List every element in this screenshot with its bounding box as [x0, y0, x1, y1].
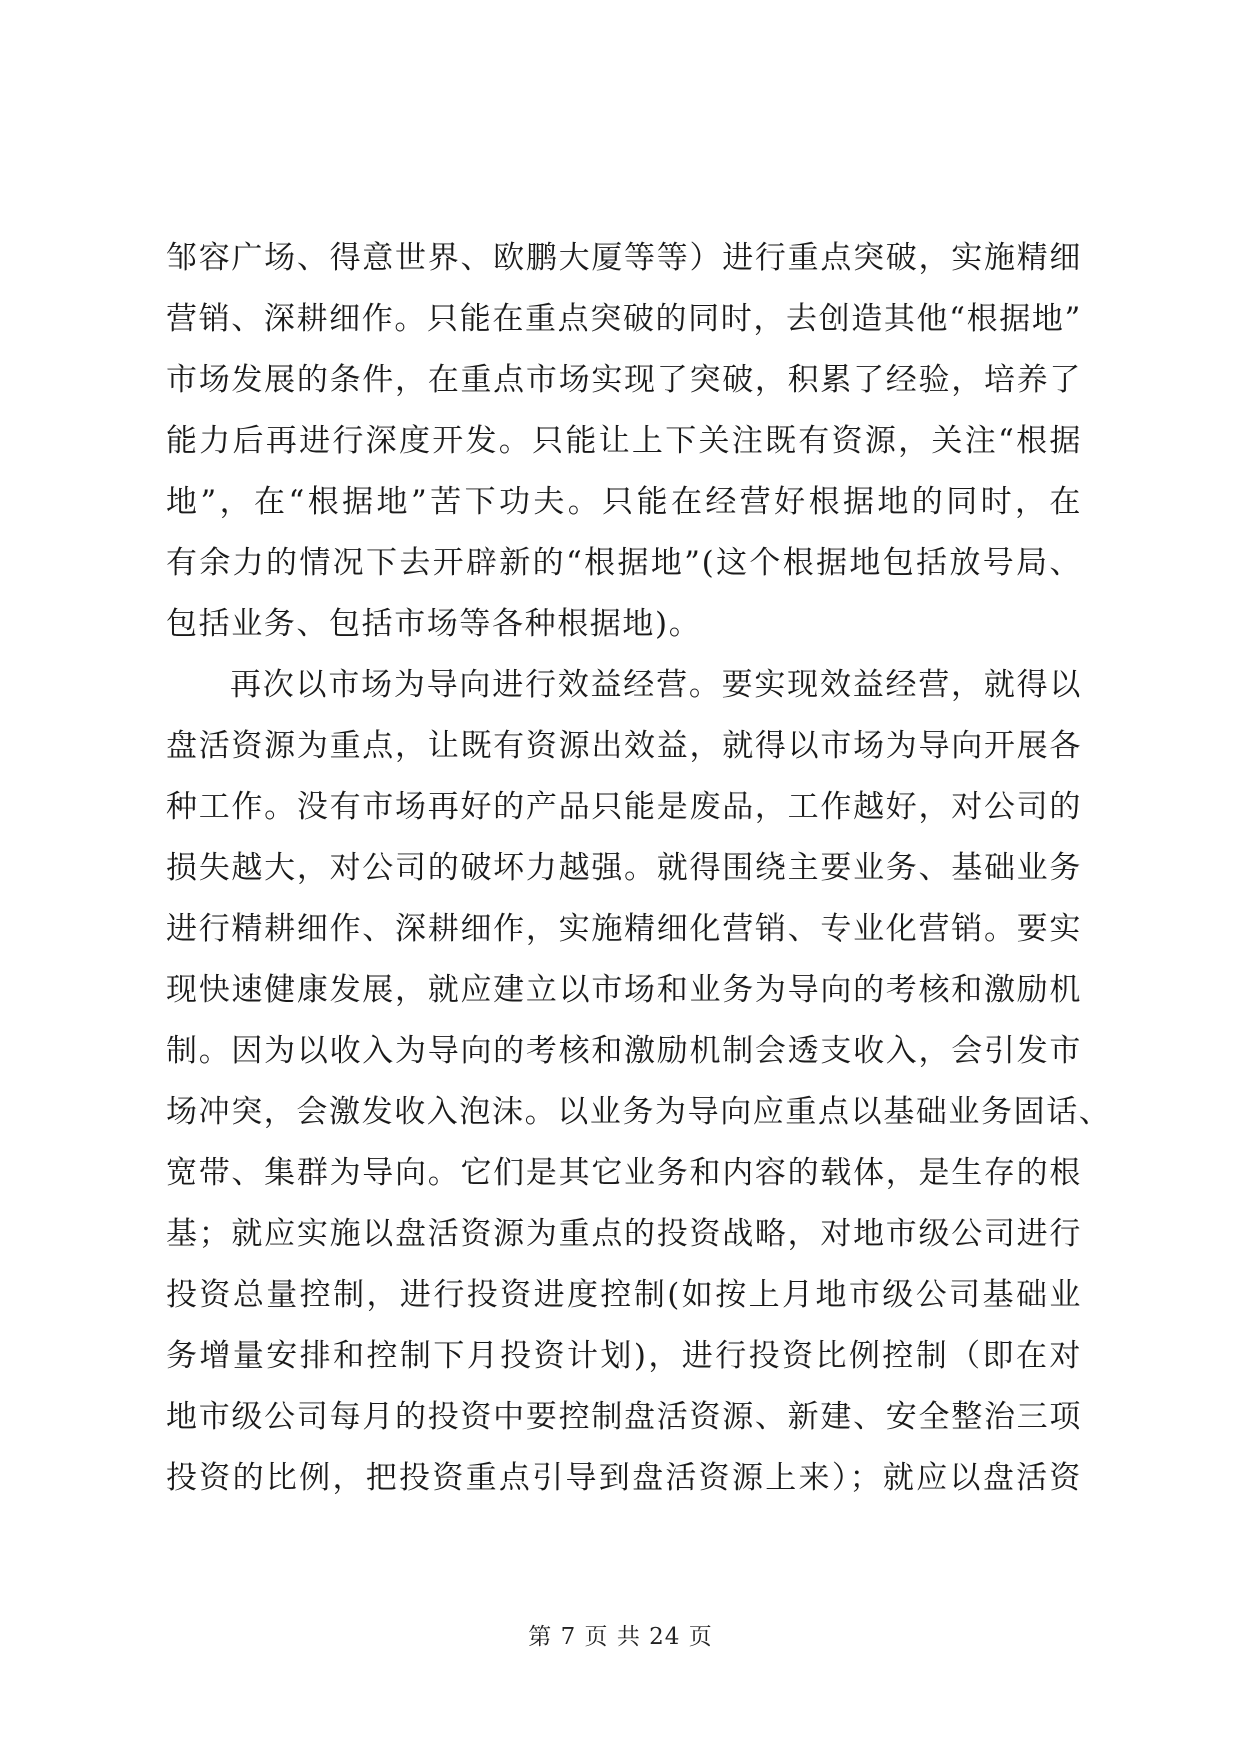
text-line: 种工作。没有市场再好的产品只能是废品，工作越好，对公司的: [166, 789, 1082, 825]
text-line: 再次以市场为导向进行效益经营。要实现效益经营，就得以: [230, 667, 1082, 703]
page-number-footer: 第 7 页 共 24 页: [528, 1624, 713, 1650]
text-line: 进行精耕细作、深耕细作，实施精细化营销、专业化营销。要实: [166, 911, 1082, 947]
text-line: 损失越大，对公司的破坏力越强。就得围绕主要业务、基础业务: [166, 850, 1082, 886]
text-line: 基；就应实施以盘活资源为重点的投资战略，对地市级公司进行: [166, 1216, 1082, 1252]
text-line: 能力后再进行深度开发。只能让上下关注既有资源，关注“根据: [166, 423, 1082, 459]
paragraph-2: [166, 655, 1112, 1509]
text-line: 包括业务、包括市场等各种根据地)。: [166, 606, 702, 642]
text-line: 宽带、集群为导向。它们是其它业务和内容的载体，是生存的根: [166, 1155, 1082, 1191]
text-line: 地”，在“根据地”苦下功夫。只能在经营好根据地的同时，在: [166, 484, 1082, 520]
text-line: 投资总量控制，进行投资进度控制(如按上月地市级公司基础业: [166, 1277, 1082, 1313]
text-line: 盘活资源为重点，让既有资源出效益，就得以市场为导向开展各: [166, 728, 1082, 764]
text-line: 场冲突，会激发收入泡沫。以业务为导向应重点以基础业务固话、: [166, 1094, 1112, 1130]
paragraph-1: [166, 228, 1082, 655]
text-line: 地市级公司每月的投资中要控制盘活资源、新建、安全整治三项: [166, 1399, 1082, 1435]
text-line: 营销、深耕细作。只能在重点突破的同时，去创造其他“根据地”: [166, 301, 1082, 337]
text-line: 制。因为以收入为导向的考核和激励机制会透支收入，会引发市: [166, 1033, 1082, 1069]
text-line: 有余力的情况下去开辟新的“根据地”(这个根据地包括放号局、: [166, 545, 1082, 581]
text-line: 务增量安排和控制下月投资计划)，进行投资比例控制（即在对: [166, 1338, 1082, 1374]
body-text: [166, 228, 1112, 1509]
text-line: 投资的比例，把投资重点引导到盘活资源上来）；就应以盘活资: [166, 1460, 1082, 1496]
text-line: 现快速健康发展，就应建立以市场和业务为导向的考核和激励机: [166, 972, 1082, 1008]
text-line: 邹容广场、得意世界、欧鹏大厦等等）进行重点突破，实施精细: [166, 240, 1082, 276]
text-line: 市场发展的条件，在重点市场实现了突破，积累了经验，培养了: [166, 362, 1082, 398]
